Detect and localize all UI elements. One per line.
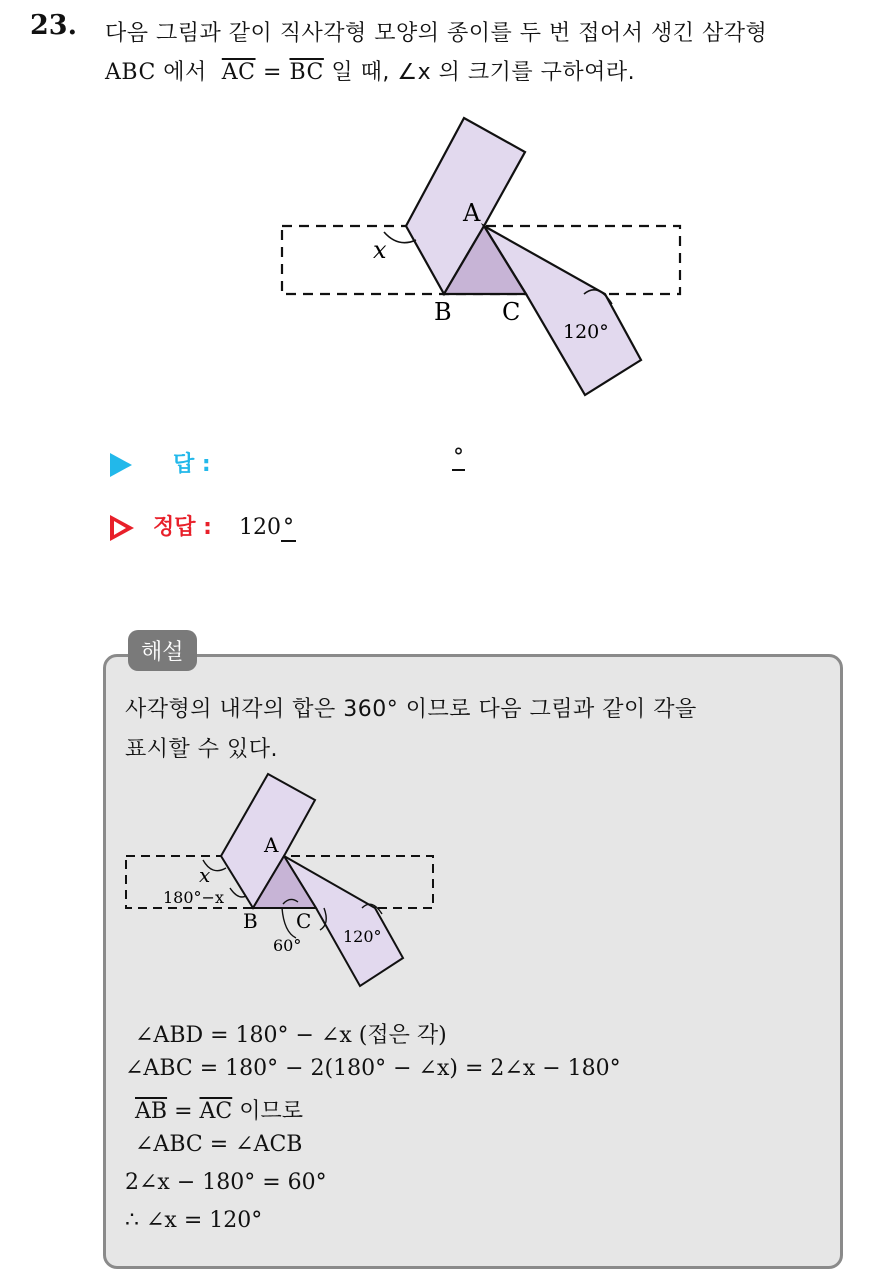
label-a: A: [463, 199, 481, 227]
solution-math-line6: ∴ ∠x = 120°: [125, 1208, 263, 1233]
solution-label-120: 120°: [343, 927, 382, 946]
question-text-tail: 일 때, ∠x 의 크기를 구하여라.: [331, 60, 636, 85]
answer-label: 답 :: [173, 452, 211, 477]
solution-label-180x: 180°−x: [163, 888, 224, 907]
correct-answer-value: 120: [238, 515, 281, 540]
solution-math-line5: 2∠x − 180° = 60°: [125, 1170, 327, 1195]
question-triangle-name: ABC 에서: [105, 60, 207, 85]
solution-text-line1: 사각형의 내각의 합은 360° 이므로 다음 그림과 같이 각을: [125, 697, 697, 722]
correct-answer-unit: °: [282, 515, 294, 540]
solution-math-line3: [135, 1094, 303, 1125]
answer-unit: °: [453, 445, 464, 470]
solution-segment-ac: $\overline{AC}$: [199, 1099, 233, 1124]
segment-ac: $\overline{AC}$: [221, 60, 256, 85]
solution-math-line3-tail: 이므로: [239, 1099, 303, 1124]
equals-sign: =: [263, 60, 282, 85]
solution-label-c: C: [296, 909, 312, 933]
solution-math-line2: ∠ABC = 180° − 2(180° − ∠x) = 2∠x − 180°: [125, 1056, 621, 1081]
solution-segment-ab: $\overline{AB}$: [135, 1099, 168, 1124]
solution-text-line2: 표시할 수 있다.: [125, 737, 278, 762]
question-text-line1: 다음 그림과 같이 직사각형 모양의 종이를 두 번 접어서 생긴 삼각형: [105, 21, 768, 46]
solution-arc-60: [282, 908, 296, 938]
label-b: B: [434, 298, 452, 326]
correct-answer-label: 정답 :: [153, 515, 212, 540]
question-number: 23.: [30, 10, 77, 41]
solution-label-b: B: [243, 909, 258, 933]
solution-label-x: x: [199, 863, 211, 887]
solution-math-line1: ∠ABD = 180° − ∠x (접은 각): [135, 1023, 447, 1048]
label-angle-120: 120°: [563, 321, 609, 343]
solution-math-line4: ∠ABC = ∠ACB: [135, 1132, 303, 1157]
label-c: C: [502, 298, 521, 326]
solution-equals: =: [174, 1099, 193, 1124]
solution-label-60: 60°: [273, 936, 302, 955]
label-x: x: [373, 236, 387, 264]
segment-bc: $\overline{BC}$: [289, 60, 324, 85]
solution-label-a: A: [264, 833, 279, 857]
solution-tag: 해설: [128, 630, 197, 671]
